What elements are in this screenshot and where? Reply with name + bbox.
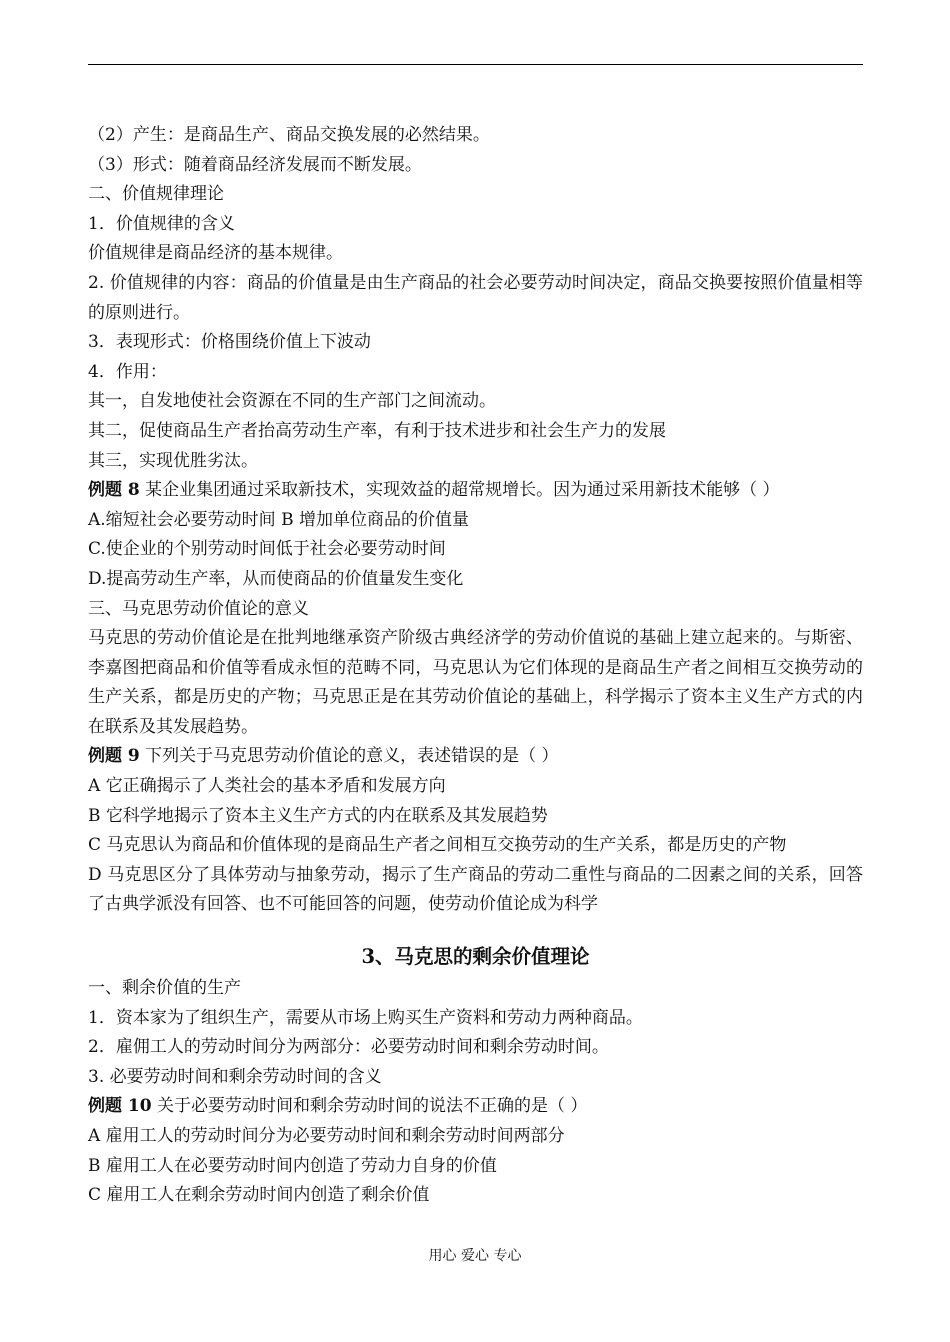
answer-option: A 雇用工人的劳动时间分为必要劳动时间和剩余劳动时间两部分 bbox=[88, 1126, 565, 1146]
example-label: 例题 10 bbox=[88, 1096, 152, 1117]
question-text: 某企业集团通过采取新技术，实现效益的超常规增长。因为通过采用新技术能够（ ） bbox=[145, 480, 780, 501]
example-label: 例题 8 bbox=[88, 480, 140, 501]
example-question bbox=[88, 1092, 863, 1122]
text-line: 其一，自发地使社会资源在不同的生产部门之间流动。 bbox=[88, 391, 496, 412]
section-heading: 三、马克思劳动价值论的意义 bbox=[88, 598, 309, 619]
subheading: 1．价值规律的含义 bbox=[88, 213, 235, 234]
text-line: 其三，实现优胜劣汰。 bbox=[88, 450, 258, 471]
paragraph: 马克思的劳动价值论是在批判地继承资产阶级古典经济学的劳动价值说的基础上建立起来的。与斯密、李嘉图把商品和价值等看成永恒的范畴不同，马克思认为它们体现的是商品生产者之间相互交换劳动的生产关系，都是历史的产物；马克思正是在其劳动价值论的基础上，科学揭示了资本主义生产方式的内在联系及其发展趋势。 bbox=[88, 628, 863, 737]
page-footer: 用心 爱心 专心 bbox=[428, 1248, 522, 1264]
example-label: 例题 9 bbox=[88, 746, 140, 767]
document-body bbox=[88, 121, 863, 1211]
example-question bbox=[88, 476, 863, 506]
header-rule bbox=[88, 64, 863, 65]
text-line: 2．雇佣工人的劳动时间分为两部分：必要劳动时间和剩余劳动时间。 bbox=[88, 1037, 609, 1058]
section-title: 3、马克思的剩余价值理论 bbox=[361, 945, 590, 969]
answer-option: B 雇用工人在必要劳动时间内创造了劳动力自身的价值 bbox=[88, 1155, 497, 1176]
answer-option: A 它正确揭示了人类社会的基本矛盾和发展方向 bbox=[88, 776, 446, 797]
section-heading: 二、价值规律理论 bbox=[88, 184, 224, 205]
text-line: 1．资本家为了组织生产，需要从市场上购买生产资料和劳动力两种商品。 bbox=[88, 1007, 643, 1028]
subheading: 3. 必要劳动时间和剩余劳动时间的含义 bbox=[88, 1066, 382, 1087]
answer-option: D 马克思区分了具体劳动与抽象劳动，揭示了生产商品的劳动二重性与商品的二因素之间的关系，回答了古典学派没有回答、也不可能回答的问题，使劳动价值论成为科学 bbox=[88, 864, 863, 915]
question-text: 下列关于马克思劳动价值论的意义，表述错误的是（ ） bbox=[145, 746, 559, 767]
text-line: 价值规律是商品经济的基本规律。 bbox=[88, 243, 343, 264]
subheading: 4．作用： bbox=[88, 361, 167, 382]
paragraph: 2. 价值规律的内容：商品的价值量是由生产商品的社会必要劳动时间决定，商品交换要按照价值量相等的原则进行。 bbox=[88, 272, 863, 323]
text-line: （2）产生：是商品生产、商品交换发展的必然结果。 bbox=[88, 125, 490, 145]
text-line: 其二，促使商品生产者抬高劳动生产率，有利于技术进步和社会生产力的发展 bbox=[88, 420, 666, 441]
answer-option: C 马克思认为商品和价值体现的是商品生产者之间相互交换劳动的生产关系，都是历史的产物 bbox=[88, 835, 787, 856]
example-question bbox=[88, 742, 863, 772]
question-text: 关于必要劳动时间和剩余劳动时间的说法不正确的是（ ） bbox=[156, 1096, 588, 1117]
section-heading: 一、剩余价值的生产 bbox=[88, 978, 241, 999]
answer-option: C 雇用工人在剩余劳动时间内创造了剩余价值 bbox=[88, 1185, 430, 1206]
answer-option: B 它科学地揭示了资本主义生产方式的内在联系及其发展趋势 bbox=[88, 805, 548, 826]
subheading: 3．表现形式：价格围绕价值上下波动 bbox=[88, 332, 371, 353]
answer-option: C.使企业的个别劳动时间低于社会必要劳动时间 bbox=[88, 539, 446, 560]
answer-option: A.缩短社会必要劳动时间 B 增加单位商品的价值量 bbox=[88, 509, 469, 530]
text-line: （3）形式：随着商品经济发展而不断发展。 bbox=[88, 154, 422, 175]
answer-option: D.提高劳动生产率，从而使商品的价值量发生变化 bbox=[88, 568, 464, 589]
